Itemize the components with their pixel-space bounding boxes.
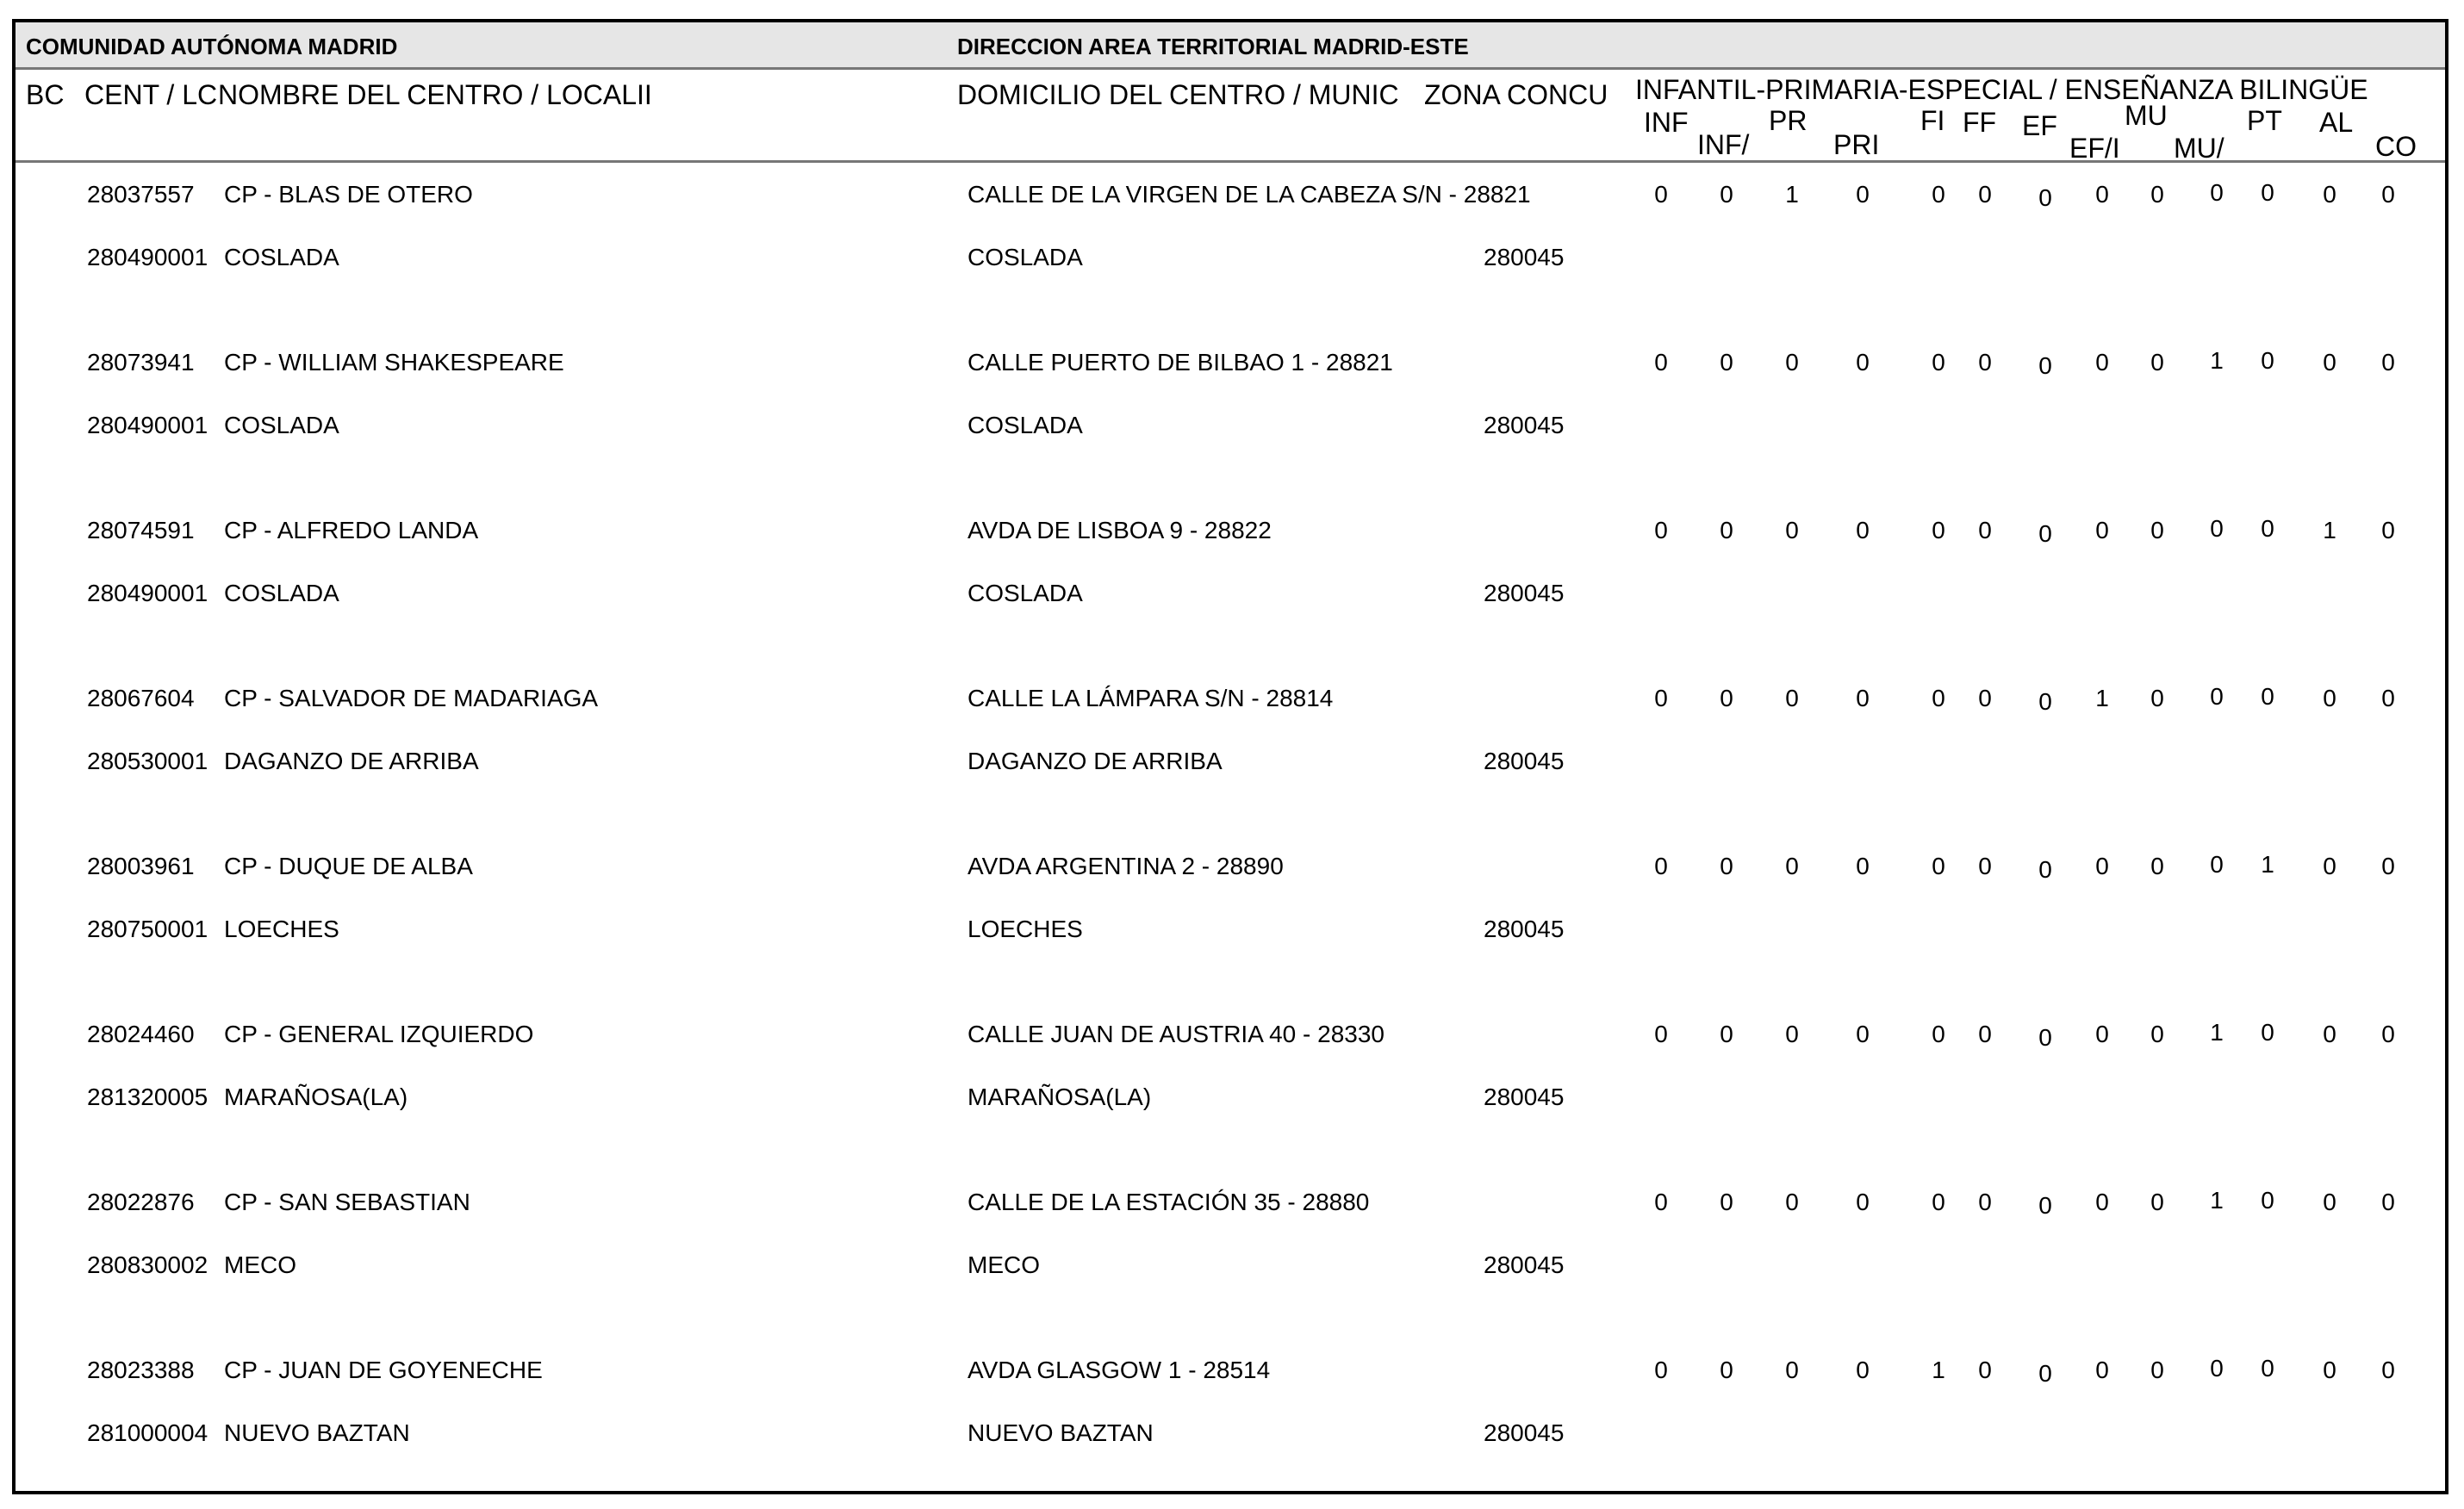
col-fi: FI bbox=[1920, 105, 1945, 136]
value-cell: 0 bbox=[2261, 1187, 2274, 1214]
center-code: 28037557 bbox=[87, 181, 195, 208]
area-title: DIRECCION AREA TERRITORIAL MADRID-ESTE bbox=[957, 34, 1469, 59]
value-cell: 0 bbox=[2150, 685, 2164, 711]
value-cell: 1 bbox=[2323, 517, 2336, 543]
value-cell: 0 bbox=[1654, 349, 1668, 376]
locality-name: MECO bbox=[224, 1251, 296, 1278]
locality-name: MARAÑOSA(LA) bbox=[224, 1084, 408, 1110]
value-cell: 0 bbox=[2261, 1355, 2274, 1382]
center-name: CP - DUQUE DE ALBA bbox=[224, 853, 473, 879]
locality-code: 280530001 bbox=[87, 748, 208, 774]
value-cell: 1 bbox=[2261, 851, 2274, 878]
value-cell: 0 bbox=[1720, 685, 1733, 711]
col-pt: PT bbox=[2247, 105, 2282, 136]
value-cell: 0 bbox=[1978, 685, 1992, 711]
value-cell: 0 bbox=[1856, 1357, 1870, 1383]
center-address: AVDA DE LISBOA 9 - 28822 bbox=[968, 517, 1272, 543]
zone-code: 280045 bbox=[1484, 916, 1565, 942]
value-cell: 1 bbox=[2210, 1187, 2224, 1214]
value-cell: 0 bbox=[2323, 685, 2336, 711]
value-cell: 0 bbox=[1978, 349, 1992, 376]
value-cell: 0 bbox=[1932, 181, 1945, 208]
value-cell: 0 bbox=[2323, 853, 2336, 879]
value-cell: 0 bbox=[2210, 1355, 2224, 1382]
municipality-name: COSLADA bbox=[968, 412, 1083, 438]
value-cell: 0 bbox=[2323, 1189, 2336, 1215]
value-cell: 0 bbox=[1932, 685, 1945, 711]
value-cell: 0 bbox=[2210, 515, 2224, 542]
value-cell: 0 bbox=[1785, 1357, 1799, 1383]
value-cell: 0 bbox=[2150, 349, 2164, 376]
center-code: 28073941 bbox=[87, 349, 195, 376]
value-cell: 0 bbox=[1720, 853, 1733, 879]
municipality-name: MECO bbox=[968, 1251, 1040, 1278]
value-cell: 0 bbox=[2150, 517, 2164, 543]
value-cell: 0 bbox=[2095, 1357, 2109, 1383]
col-inf: INF bbox=[1644, 107, 1689, 138]
value-cell: 0 bbox=[1856, 1021, 1870, 1047]
col-nombre: NOMBRE DEL CENTRO / LOCALII bbox=[218, 79, 652, 110]
value-cell: 0 bbox=[1720, 517, 1733, 543]
value-cell: 0 bbox=[2038, 688, 2052, 715]
center-code: 28003961 bbox=[87, 853, 195, 879]
value-cell: 0 bbox=[1654, 1021, 1668, 1047]
region-title: COMUNIDAD AUTÓNOMA MADRID bbox=[26, 34, 398, 59]
center-address: AVDA ARGENTINA 2 - 28890 bbox=[968, 853, 1284, 879]
col-bc: BC bbox=[26, 79, 65, 110]
col-ff: FF bbox=[1963, 107, 1997, 138]
locality-name: NUEVO BAZTAN bbox=[224, 1419, 410, 1446]
value-cell: 0 bbox=[1978, 853, 1992, 879]
value-cell: 0 bbox=[1785, 1021, 1799, 1047]
value-cell: 0 bbox=[1856, 853, 1870, 879]
value-cell: 0 bbox=[1978, 181, 1992, 208]
value-cell: 0 bbox=[2381, 1189, 2395, 1215]
municipality-name: COSLADA bbox=[968, 580, 1083, 606]
value-cell: 0 bbox=[2038, 520, 2052, 547]
value-cell: 0 bbox=[2323, 1357, 2336, 1383]
center-address: CALLE JUAN DE AUSTRIA 40 - 28330 bbox=[968, 1021, 1384, 1047]
value-cell: 0 bbox=[1720, 349, 1733, 376]
locality-code: 281320005 bbox=[87, 1084, 208, 1110]
value-cell: 0 bbox=[1932, 1021, 1945, 1047]
zone-code: 280045 bbox=[1484, 244, 1565, 270]
value-cell: 0 bbox=[1785, 517, 1799, 543]
municipality-name: NUEVO BAZTAN bbox=[968, 1419, 1154, 1446]
value-cell: 0 bbox=[2095, 517, 2109, 543]
value-cell: 0 bbox=[1654, 1357, 1668, 1383]
value-cell: 0 bbox=[2038, 856, 2052, 883]
col-inf-slash: INF/ bbox=[1697, 129, 1750, 160]
zone-code: 280045 bbox=[1484, 1084, 1565, 1110]
value-cell: 0 bbox=[1856, 685, 1870, 711]
value-cell: 0 bbox=[1720, 1357, 1733, 1383]
col-co: CO bbox=[2375, 131, 2417, 162]
value-cell: 0 bbox=[1932, 1189, 1945, 1215]
value-cell: 0 bbox=[2381, 1021, 2395, 1047]
col-zona: ZONA CONCU bbox=[1424, 79, 1608, 110]
locality-name: COSLADA bbox=[224, 412, 339, 438]
locality-name: COSLADA bbox=[224, 580, 339, 606]
center-name: CP - SAN SEBASTIAN bbox=[224, 1189, 470, 1215]
center-name: CP - SALVADOR DE MADARIAGA bbox=[224, 685, 599, 711]
value-cell: 0 bbox=[2381, 853, 2395, 879]
value-cell: 0 bbox=[2095, 1021, 2109, 1047]
value-cell: 0 bbox=[1978, 517, 1992, 543]
value-cell: 0 bbox=[2261, 515, 2274, 542]
value-cell: 1 bbox=[1932, 1357, 1945, 1383]
zone-code: 280045 bbox=[1484, 748, 1565, 774]
zone-code: 280045 bbox=[1484, 412, 1565, 438]
value-cell: 0 bbox=[2038, 184, 2052, 211]
zone-code: 280045 bbox=[1484, 1251, 1565, 1278]
center-name: CP - ALFREDO LANDA bbox=[224, 517, 479, 543]
value-cell: 0 bbox=[2038, 1024, 2052, 1051]
center-address: CALLE DE LA ESTACIÓN 35 - 28880 bbox=[968, 1189, 1370, 1215]
value-cell: 0 bbox=[1785, 685, 1799, 711]
value-cell: 0 bbox=[2210, 683, 2224, 710]
value-cell: 0 bbox=[1932, 853, 1945, 879]
locality-code: 280830002 bbox=[87, 1251, 208, 1278]
value-cell: 0 bbox=[1654, 853, 1668, 879]
locality-name: LOECHES bbox=[224, 916, 339, 942]
center-name: CP - BLAS DE OTERO bbox=[224, 181, 473, 208]
value-cell: 0 bbox=[2150, 1357, 2164, 1383]
col-pri: PRI bbox=[1833, 129, 1880, 160]
value-cell: 0 bbox=[2095, 853, 2109, 879]
locality-code: 280750001 bbox=[87, 916, 208, 942]
municipality-name: DAGANZO DE ARRIBA bbox=[968, 748, 1223, 774]
value-cell: 0 bbox=[2210, 179, 2224, 206]
value-cell: 0 bbox=[2150, 1189, 2164, 1215]
center-code: 28024460 bbox=[87, 1021, 195, 1047]
locality-code: 280490001 bbox=[87, 412, 208, 438]
center-name: CP - JUAN DE GOYENECHE bbox=[224, 1357, 543, 1383]
value-cell: 0 bbox=[1932, 349, 1945, 376]
center-address: CALLE PUERTO DE BILBAO 1 - 28821 bbox=[968, 349, 1393, 376]
value-cell: 0 bbox=[2150, 181, 2164, 208]
value-cell: 0 bbox=[1932, 517, 1945, 543]
value-cell: 0 bbox=[1654, 685, 1668, 711]
value-cell: 0 bbox=[1978, 1357, 1992, 1383]
value-cell: 0 bbox=[1856, 1189, 1870, 1215]
value-cell: 0 bbox=[2210, 851, 2224, 878]
value-cell: 0 bbox=[2261, 683, 2274, 710]
value-cell: 0 bbox=[2323, 181, 2336, 208]
value-cell: 0 bbox=[1785, 349, 1799, 376]
value-cell: 1 bbox=[1785, 181, 1799, 208]
value-cell: 0 bbox=[1856, 349, 1870, 376]
value-cell: 0 bbox=[2150, 853, 2164, 879]
center-name: CP - GENERAL IZQUIERDO bbox=[224, 1021, 534, 1047]
locality-code: 280490001 bbox=[87, 580, 208, 606]
value-cell: 0 bbox=[2381, 685, 2395, 711]
locality-name: COSLADA bbox=[224, 244, 339, 270]
value-cell: 0 bbox=[2323, 349, 2336, 376]
value-cell: 0 bbox=[1978, 1021, 1992, 1047]
col-group-title: INFANTIL-PRIMARIA-ESPECIAL / ENSEÑANZA BILINGÜE bbox=[1635, 74, 2368, 105]
center-address: CALLE LA LÁMPARA S/N - 28814 bbox=[968, 685, 1334, 711]
locality-code: 280490001 bbox=[87, 244, 208, 270]
value-cell: 0 bbox=[2038, 352, 2052, 379]
value-cell: 0 bbox=[2261, 347, 2274, 374]
municipality-name: LOECHES bbox=[968, 916, 1083, 942]
center-code: 28074591 bbox=[87, 517, 195, 543]
center-code: 28067604 bbox=[87, 685, 195, 711]
value-cell: 0 bbox=[2095, 1189, 2109, 1215]
value-cell: 0 bbox=[1654, 517, 1668, 543]
value-cell: 0 bbox=[1856, 517, 1870, 543]
value-cell: 0 bbox=[1720, 1189, 1733, 1215]
value-cell: 0 bbox=[2150, 1021, 2164, 1047]
municipality-name: COSLADA bbox=[968, 244, 1083, 270]
center-name: CP - WILLIAM SHAKESPEARE bbox=[224, 349, 564, 376]
center-code: 28023388 bbox=[87, 1357, 195, 1383]
value-cell: 0 bbox=[2038, 1360, 2052, 1387]
value-cell: 0 bbox=[1720, 1021, 1733, 1047]
value-cell: 0 bbox=[1654, 1189, 1668, 1215]
col-pr: PR bbox=[1769, 105, 1808, 136]
value-cell: 0 bbox=[1785, 1189, 1799, 1215]
value-cell: 0 bbox=[1785, 853, 1799, 879]
value-cell: 0 bbox=[1720, 181, 1733, 208]
value-cell: 0 bbox=[2038, 1192, 2052, 1219]
value-cell: 0 bbox=[2381, 1357, 2395, 1383]
center-address: CALLE DE LA VIRGEN DE LA CABEZA S/N - 28821 bbox=[968, 181, 1531, 208]
value-cell: 0 bbox=[2381, 517, 2395, 543]
col-ef-i: EF/I bbox=[2069, 133, 2120, 164]
value-cell: 0 bbox=[2323, 1021, 2336, 1047]
value-cell: 0 bbox=[2095, 349, 2109, 376]
value-cell: 1 bbox=[2210, 347, 2224, 374]
value-cell: 1 bbox=[2210, 1019, 2224, 1046]
municipality-name: MARAÑOSA(LA) bbox=[968, 1084, 1152, 1110]
zone-code: 280045 bbox=[1484, 1419, 1565, 1446]
value-cell: 0 bbox=[1654, 181, 1668, 208]
center-code: 28022876 bbox=[87, 1189, 195, 1215]
value-cell: 0 bbox=[2261, 179, 2274, 206]
col-mu-slash: MU/ bbox=[2174, 133, 2224, 164]
col-al: AL bbox=[2319, 107, 2354, 138]
center-address: AVDA GLASGOW 1 - 28514 bbox=[968, 1357, 1271, 1383]
locality-name: DAGANZO DE ARRIBA bbox=[224, 748, 479, 774]
value-cell: 0 bbox=[2095, 181, 2109, 208]
value-cell: 0 bbox=[2261, 1019, 2274, 1046]
locality-code: 281000004 bbox=[87, 1419, 208, 1446]
value-cell: 1 bbox=[2095, 685, 2109, 711]
col-cent: CENT / LC bbox=[84, 79, 218, 110]
value-cell: 0 bbox=[2381, 181, 2395, 208]
col-ef: EF bbox=[2022, 110, 2057, 141]
value-cell: 0 bbox=[2381, 349, 2395, 376]
zone-code: 280045 bbox=[1484, 580, 1565, 606]
value-cell: 0 bbox=[1978, 1189, 1992, 1215]
value-cell: 0 bbox=[1856, 181, 1870, 208]
col-domicilio: DOMICILIO DEL CENTRO / MUNIC bbox=[957, 79, 1399, 110]
col-mu: MU bbox=[2125, 100, 2168, 131]
